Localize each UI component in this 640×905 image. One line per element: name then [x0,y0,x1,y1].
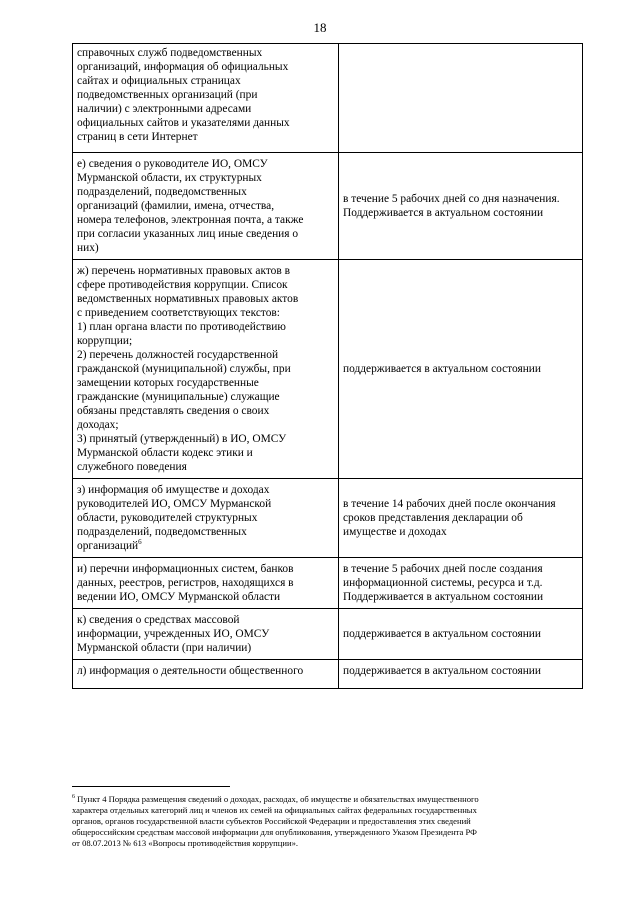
footnote-line: $^6$ Пункт 4 Порядка размещения сведений о доходах, расходах, об имуществе и обязательствах имущественного [72,794,479,804]
table-row [73,153,583,260]
description-line: и) перечни информационных систем, банков [77,563,294,575]
description-line: подразделений, подведомственных [77,186,247,198]
row-description-cell [73,660,339,689]
row-description-cell [73,153,339,260]
description-line: сфере противодействия коррупции. Список [77,279,288,291]
row-description-cell [73,260,339,479]
description-line: Мурманской области, их структурных [77,172,262,184]
description-line: 3) принятый (утвержденный) в ИО, ОМСУ [77,433,287,445]
description-line: 2) перечень должностей государственной [77,349,279,361]
description-line: гражданские (муниципальные) служащие [77,391,280,403]
description-line: доходах; [77,419,119,431]
description-line: подведомственных организаций (при [77,89,258,101]
row-schedule-cell [339,260,583,479]
description-line: ведении ИО, ОМСУ Мурманской области [77,591,281,603]
footnote-line: от 08.07.2013 № 613 «Вопросы противодействия коррупции». [72,838,299,848]
row-schedule-cell [339,660,583,689]
description-line: с приведением соответствующих текстов: [77,307,280,319]
description-line: з) информация об имуществе и доходах [77,484,270,496]
description-line: е) сведения о руководителе ИО, ОМСУ [77,158,268,170]
schedule-line: имуществе и доходах [343,526,447,538]
schedule-line: в течение 14 рабочих дней после окончания [343,498,556,510]
table-row [73,44,583,153]
schedule-line: поддерживается в актуальном состоянии [343,665,541,677]
description-line: ведомственных нормативных правовых актов [77,293,299,305]
description-line: справочных служб подведомственных [77,47,263,59]
description-line: Мурманской области (при наличии) [77,642,252,654]
description-line: официальных сайтов и указателями данных [77,117,290,129]
description-line: информации, учрежденных ИО, ОМСУ [77,628,270,640]
footnote-line: органов, органов государственной власти субъектов Российской Федерации и предоставления этих сведений [72,816,471,826]
description-line: организаций (фамилии, имена, отчества, [77,200,275,212]
description-line: области, руководителей структурных [77,512,258,524]
description-line: руководителей ИО, ОМСУ Мурманской [77,498,272,510]
row-description-cell [73,44,339,153]
description-line: Мурманской области кодекс этики и [77,447,253,459]
footnote-line: характера отдельных категорий лиц и членов их семей на официальных сайтах федеральных государственных [72,805,477,815]
row-schedule-cell [339,609,583,660]
description-line: служебного поведения [77,461,187,473]
disclosure-table [72,43,583,689]
row-schedule-cell [339,479,583,558]
description-line: коррупции; [77,335,133,347]
schedule-line: информационной системы, ресурса и т.д. [343,577,543,589]
description-line: страниц в сети Интернет [77,131,198,143]
description-line: при согласии указанных лиц иные сведения о [77,228,299,240]
description-line: данных, реестров, регистров, находящихся в [77,577,294,589]
schedule-line: Поддерживается в актуальном состоянии [343,207,544,219]
footnote-text [72,794,588,849]
row-schedule-cell [339,44,583,153]
description-line: ж) перечень нормативных правовых актов в [77,265,290,277]
schedule-line: Поддерживается в актуальном состоянии [343,591,544,603]
footnote-reference[interactable]: 6 [138,538,142,547]
table-row [73,660,583,689]
description-line: номера телефонов, электронная почта, а также [77,214,304,226]
table-row [73,260,583,479]
description-line: замещении которых государственные [77,377,259,389]
description-line: сайтах и официальных страницах [77,75,241,87]
description-line: обязаны представлять сведения о своих [77,405,270,417]
description-line: организаций$^6$ [77,538,142,552]
footnote-divider [72,786,230,787]
description-line: 1) план органа власти по противодействию [77,321,286,333]
schedule-line: поддерживается в актуальном состоянии [343,363,541,375]
row-description-cell [73,609,339,660]
footnote [72,794,588,849]
footnote-line: общероссийским средствам массовой информации для опубликования, утвержденного Указом Президента РФ [72,827,477,837]
row-description-cell [73,479,339,558]
footnote-marker: 6 [72,794,75,801]
table-row [73,558,583,609]
table-body [73,44,583,689]
row-schedule-cell [339,153,583,260]
schedule-line: в течение 5 рабочих дней со дня назначения. [343,193,560,205]
description-line: к) сведения о средствах массовой [77,614,240,626]
schedule-line: в течение 5 рабочих дней после создания [343,563,543,575]
schedule-line: сроков представления декларации об [343,512,523,524]
row-description-cell [73,558,339,609]
table-row [73,479,583,558]
description-line: гражданской (муниципальной) службы, при [77,363,291,375]
schedule-line: поддерживается в актуальном состоянии [343,628,541,640]
table-row [73,609,583,660]
page-number: 18 [313,20,327,35]
description-line: л) информация о деятельности общественного [77,665,304,677]
description-line: наличии) с электронными адресами [77,103,252,115]
row-schedule-cell [339,558,583,609]
description-line: подразделений, подведомственных [77,526,247,538]
description-line: организаций, информация об официальных [77,61,289,73]
description-line: них) [77,242,99,254]
